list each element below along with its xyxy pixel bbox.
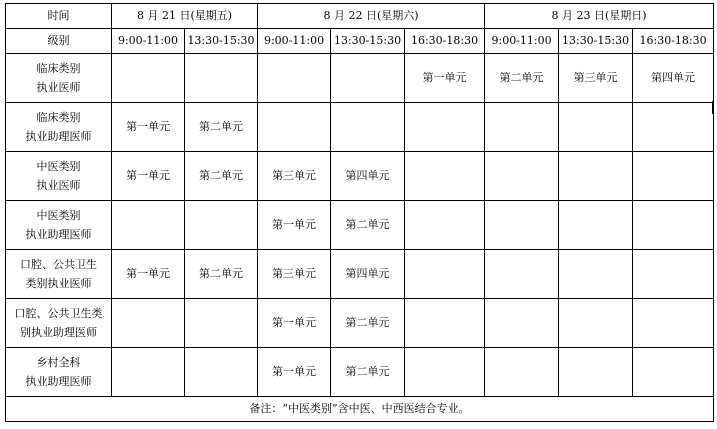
exam-schedule-table bbox=[5, 3, 714, 422]
schedule-cell: 第一单元 bbox=[112, 152, 185, 201]
category-cell bbox=[6, 152, 112, 201]
schedule-cell bbox=[185, 201, 258, 250]
schedule-cell bbox=[559, 250, 633, 299]
schedule-cell bbox=[559, 348, 633, 397]
time-header-row bbox=[6, 29, 714, 54]
schedule-cell: 第一单元 bbox=[258, 201, 331, 250]
schedule-cell: 第二单元 bbox=[485, 54, 559, 103]
table-row bbox=[6, 54, 714, 103]
table-row bbox=[6, 201, 714, 250]
schedule-cell bbox=[185, 348, 258, 397]
schedule-cell bbox=[331, 54, 405, 103]
schedule-cell: 第四单元 bbox=[331, 250, 405, 299]
schedule-cell bbox=[331, 103, 405, 152]
time-slot: 9:00-11:00 bbox=[485, 29, 559, 54]
schedule-cell bbox=[485, 299, 559, 348]
schedule-cell: 第二单元 bbox=[185, 152, 258, 201]
category-cell bbox=[6, 250, 112, 299]
schedule-cell bbox=[405, 103, 485, 152]
schedule-cell bbox=[185, 54, 258, 103]
schedule-cell bbox=[485, 103, 559, 152]
schedule-cell: 第三单元 bbox=[258, 152, 331, 201]
category-cell bbox=[6, 201, 112, 250]
time-slot: 13:30-15:30 bbox=[559, 29, 633, 54]
corner-time-label: 时间 bbox=[6, 4, 112, 29]
schedule-cell: 第二单元 bbox=[331, 299, 405, 348]
schedule-cell: 第二单元 bbox=[331, 201, 405, 250]
category-line: 执业医师 bbox=[36, 179, 81, 192]
schedule-cell bbox=[112, 348, 185, 397]
category-line: 执业助理医师 bbox=[25, 130, 92, 143]
date-header-day3: 8 月 23 日(星期日) bbox=[485, 4, 714, 29]
schedule-cell: 第四单元 bbox=[331, 152, 405, 201]
category-line: 临床类别 bbox=[36, 62, 81, 75]
schedule-cell: 第一单元 bbox=[405, 54, 485, 103]
schedule-cell: 第二单元 bbox=[185, 103, 258, 152]
category-cell bbox=[6, 348, 112, 397]
category-line: 执业医师 bbox=[36, 81, 81, 94]
category-line: 口腔、公共卫生 bbox=[20, 258, 97, 271]
schedule-cell: 第一单元 bbox=[258, 348, 331, 397]
date-header-day1: 8 月 21 日(星期五) bbox=[112, 4, 258, 29]
schedule-cell bbox=[559, 299, 633, 348]
note-row bbox=[6, 397, 714, 422]
schedule-cell bbox=[112, 54, 185, 103]
category-line: 执业助理医师 bbox=[25, 228, 92, 241]
schedule-cell: 第三单元 bbox=[559, 54, 633, 103]
schedule-cell: 第四单元 bbox=[633, 54, 714, 103]
schedule-cell bbox=[633, 250, 714, 299]
category-line: 中医类别 bbox=[36, 160, 81, 173]
time-slot: 13:30-15:30 bbox=[185, 29, 258, 54]
time-slot: 16:30-18:30 bbox=[633, 29, 714, 54]
category-line: 类别执业医师 bbox=[25, 277, 92, 290]
schedule-cell: 第一单元 bbox=[258, 299, 331, 348]
schedule-cell bbox=[559, 201, 633, 250]
schedule-cell bbox=[559, 152, 633, 201]
schedule-cell bbox=[633, 299, 714, 348]
table-row bbox=[6, 103, 714, 152]
category-cell bbox=[6, 103, 112, 152]
table-row bbox=[6, 152, 714, 201]
schedule-cell bbox=[485, 201, 559, 250]
category-line: 口腔、公共卫生类 bbox=[14, 307, 103, 320]
schedule-cell bbox=[258, 103, 331, 152]
date-header-row bbox=[6, 4, 714, 29]
schedule-cell bbox=[485, 348, 559, 397]
table-row bbox=[6, 299, 714, 348]
schedule-cell: 第一单元 bbox=[112, 103, 185, 152]
schedule-cell bbox=[258, 54, 331, 103]
schedule-cell bbox=[633, 348, 714, 397]
date-header-day2: 8 月 22 日(星期六) bbox=[258, 4, 485, 29]
schedule-cell bbox=[485, 250, 559, 299]
time-slot: 9:00-11:00 bbox=[258, 29, 331, 54]
schedule-cell bbox=[112, 299, 185, 348]
schedule-cell bbox=[633, 152, 714, 201]
category-cell bbox=[6, 54, 112, 103]
schedule-cell: 第一单元 bbox=[112, 250, 185, 299]
schedule-cell bbox=[405, 250, 485, 299]
time-slot: 13:30-15:30 bbox=[331, 29, 405, 54]
schedule-cell bbox=[405, 348, 485, 397]
note-text: 备注：“中医类别”含中医、中西医结合专业。 bbox=[6, 397, 714, 422]
schedule-cell bbox=[405, 152, 485, 201]
category-line: 中医类别 bbox=[36, 209, 81, 222]
schedule-cell bbox=[405, 299, 485, 348]
schedule-cell: 第二单元 bbox=[331, 348, 405, 397]
schedule-cell bbox=[112, 201, 185, 250]
schedule-cell bbox=[485, 152, 559, 201]
edge-mark bbox=[712, 101, 714, 114]
category-line: 临床类别 bbox=[36, 111, 81, 124]
schedule-cell bbox=[559, 103, 633, 152]
category-line: 乡村全科 bbox=[36, 356, 81, 369]
category-cell bbox=[6, 299, 112, 348]
time-slot: 16:30-18:30 bbox=[405, 29, 485, 54]
schedule-cell bbox=[405, 201, 485, 250]
schedule-cell bbox=[633, 103, 714, 152]
category-line: 别执业助理医师 bbox=[20, 326, 97, 339]
corner-level-label: 级别 bbox=[6, 29, 112, 54]
schedule-cell: 第二单元 bbox=[185, 250, 258, 299]
category-line: 执业助理医师 bbox=[25, 375, 92, 388]
time-slot: 9:00-11:00 bbox=[112, 29, 185, 54]
schedule-cell bbox=[633, 201, 714, 250]
schedule-cell: 第三单元 bbox=[258, 250, 331, 299]
table-row bbox=[6, 348, 714, 397]
table-row bbox=[6, 250, 714, 299]
schedule-cell bbox=[185, 299, 258, 348]
